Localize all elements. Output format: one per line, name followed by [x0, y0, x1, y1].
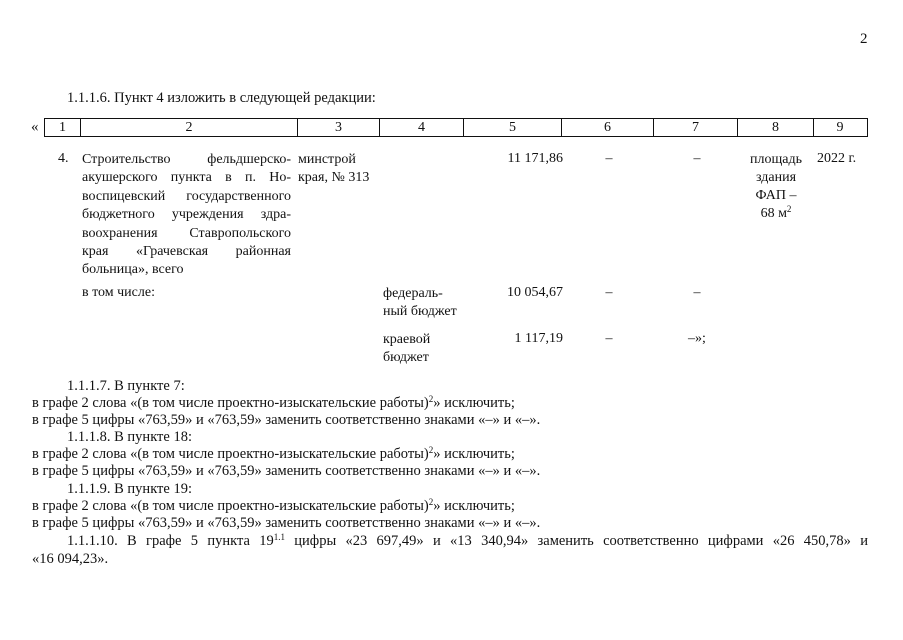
row-name-line: воохранения Ставропольского [82, 225, 291, 241]
graph2-text: в графе 2 слова «(в том числе проектно-изыскательские работы) [32, 446, 429, 462]
subrow-regional-amount: 1 117,19 [514, 331, 563, 346]
result-line-area [737, 205, 815, 223]
p10-sup: 1.1 [273, 532, 285, 542]
graph2-text-end: » исключить; [433, 395, 515, 411]
including-label: в том числе: [82, 285, 155, 300]
row-name-line: Строительство фельдшерско- [82, 152, 291, 167]
paragraph-18-graph2 [32, 446, 515, 463]
graph2-sup: 2 [428, 394, 434, 404]
graph2-text: в графе 2 слова «(в том числе проектно-изыскательские работы) [32, 395, 429, 411]
paragraph-19-graph2 [32, 498, 515, 515]
row-amount: 11 171,86 [507, 151, 563, 166]
paragraph-19-graph5: в графе 5 цифры «763,59» и «763,59» заменить соответственно знаками «–» и «–». [32, 515, 541, 531]
row-name [82, 151, 291, 280]
result-line: площадь [750, 152, 802, 167]
graph2-sup: 2 [428, 445, 434, 455]
subrow-regional-col7: –»; [688, 331, 706, 346]
row-col7: – [693, 151, 701, 166]
paragraph-10-line2: «16 094,23». [32, 551, 109, 567]
header-col-5: 5 [463, 119, 561, 136]
table-header-row [44, 118, 868, 137]
executor-line: минстрой [298, 152, 356, 167]
subrow-regional-source [383, 331, 430, 368]
subrow-federal-amount: 10 054,67 [507, 285, 563, 300]
paragraph-7-title: 1.1.1.7. В пункте 7: [67, 378, 185, 394]
subrow-regional-col6: – [605, 331, 613, 346]
result-area-value: 68 м [760, 206, 787, 221]
paragraph-10-line1 [67, 533, 868, 550]
header-col-9: 9 [813, 119, 866, 136]
graph2-sup: 2 [428, 497, 434, 507]
row-name-line: бюджетного учреждения здра- [82, 207, 291, 223]
graph2-text-end: » исключить; [433, 446, 515, 462]
subrow-federal-source [383, 285, 457, 322]
header-col-2: 2 [80, 119, 297, 136]
row-name-line: края «Грачевская районная [82, 244, 291, 260]
row-name-line: больница», всего [82, 262, 184, 278]
row-name-line: акушерского пункта в п. Но- [82, 170, 291, 186]
table-open-quote: « [31, 119, 39, 135]
graph2-text-end: » исключить; [433, 498, 515, 514]
p10-text: 1.1.1.10. В графе 5 пункта 19 [67, 533, 274, 549]
row-executor [298, 151, 369, 188]
header-col-8: 8 [737, 119, 813, 136]
row-col6: – [605, 151, 613, 166]
p10-text-end: цифры «23 697,49» и «13 340,94» заменить соответственно цифрами «26 450,78» и [284, 533, 868, 549]
paragraph-7-graph2 [32, 395, 515, 412]
result-area-sup: 2 [786, 204, 792, 214]
source-line: ный бюджет [383, 304, 457, 320]
result-line: здания [755, 170, 797, 185]
header-col-4: 4 [379, 119, 463, 136]
intro-paragraph: 1.1.1.6. Пункт 4 изложить в следующей редакции: [67, 90, 376, 106]
page-number: 2 [860, 31, 868, 47]
source-line: бюджет [383, 350, 429, 366]
header-col-6: 6 [561, 119, 653, 136]
executor-line: края, № 313 [298, 170, 370, 186]
graph2-text: в графе 2 слова «(в том числе проектно-изыскательские работы) [32, 498, 429, 514]
paragraph-18-title: 1.1.1.8. В пункте 18: [67, 429, 192, 445]
subrow-federal-col6: – [605, 285, 613, 300]
paragraph-7-graph5: в графе 5 цифры «763,59» и «763,59» заменить соответственно знаками «–» и «–». [32, 412, 541, 428]
result-line: ФАП – [755, 188, 797, 203]
row-name-line: воспицевский государственного [82, 188, 291, 204]
source-line: краевой [383, 332, 431, 347]
row-year: 2022 г. [817, 151, 857, 166]
header-col-3: 3 [297, 119, 379, 136]
row-result [737, 151, 815, 223]
paragraph-19-title: 1.1.1.9. В пункте 19: [67, 481, 192, 497]
header-col-7: 7 [653, 119, 737, 136]
row-number: 4. [58, 151, 69, 166]
header-col-1: 1 [59, 120, 66, 135]
source-line: федераль- [383, 286, 443, 301]
subrow-federal-col7: – [693, 285, 701, 300]
paragraph-18-graph5: в графе 5 цифры «763,59» и «763,59» заменить соответственно знаками «–» и «–». [32, 463, 541, 479]
